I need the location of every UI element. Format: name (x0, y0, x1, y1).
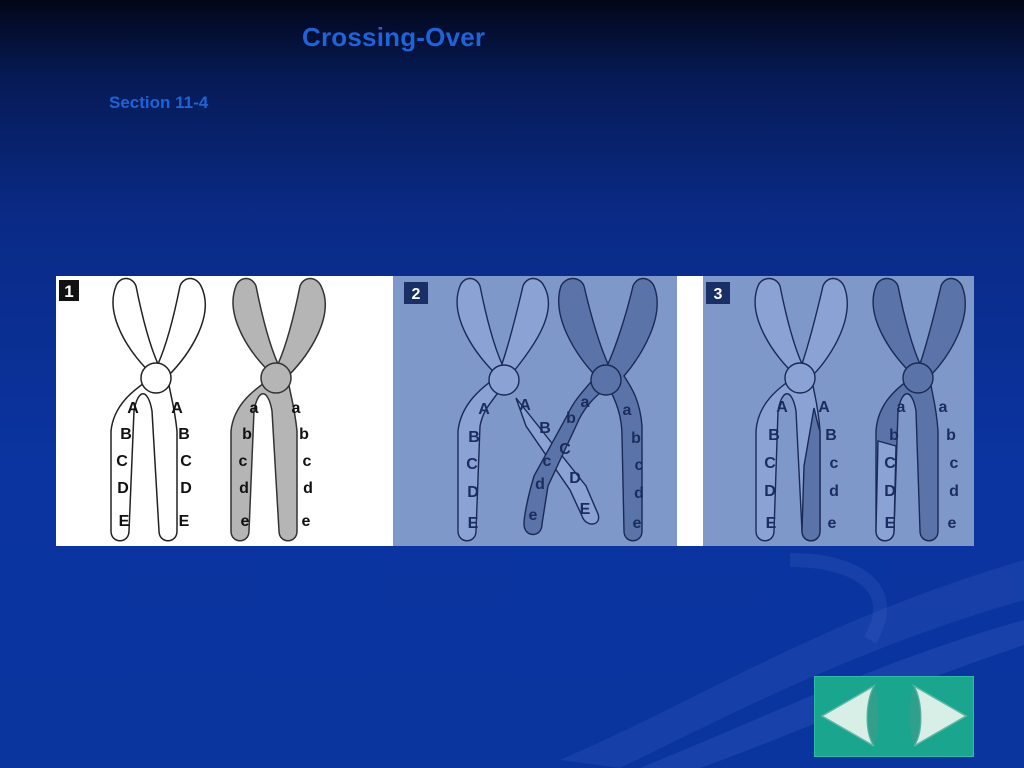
gene-label: b (566, 410, 576, 427)
gene-label: b (946, 427, 956, 444)
gene-label: E (765, 515, 777, 532)
gene-label: E (178, 513, 190, 530)
gene-label: E (884, 515, 896, 532)
gene-label: A (478, 401, 490, 418)
gene-label: B (468, 429, 480, 446)
gene-label: d (303, 480, 313, 497)
gene-label: E (467, 515, 479, 532)
gene-label: C (466, 456, 478, 473)
gene-label: b (242, 426, 252, 443)
gene-label: D (884, 483, 896, 500)
gene-label: B (825, 427, 837, 444)
gene-label: a (249, 400, 259, 417)
arrow-left-icon (814, 676, 894, 757)
gene-label: D (117, 480, 129, 497)
gene-label: C (180, 453, 192, 470)
gene-label: B (768, 427, 780, 444)
gene-label: a (622, 402, 632, 419)
panel-1 (56, 276, 393, 546)
gene-label: D (569, 470, 581, 487)
next-slide-button[interactable] (894, 676, 974, 757)
arrow-right-icon (894, 676, 974, 757)
gene-label: C (559, 441, 571, 458)
panel-3-number: 3 (713, 286, 723, 303)
gene-label: c (542, 453, 552, 470)
gene-label: C (884, 455, 896, 472)
gene-label: b (631, 430, 641, 447)
gene-label: A (519, 397, 531, 414)
crossing-over-diagram (56, 276, 974, 546)
gene-label: c (829, 455, 839, 472)
gene-label: b (889, 427, 899, 444)
gene-label: a (580, 394, 590, 411)
gene-label: e (827, 515, 837, 532)
gene-label: C (116, 453, 128, 470)
gene-label: e (528, 507, 538, 524)
gene-label: D (764, 483, 776, 500)
gene-label: c (634, 457, 644, 474)
gene-label: B (120, 426, 132, 443)
previous-slide-button[interactable] (814, 676, 894, 757)
panel-1-number: 1 (64, 282, 74, 301)
panel-3 (703, 276, 974, 546)
gene-label: C (764, 455, 776, 472)
section-label: Section 11-4 (109, 93, 209, 112)
gene-label: A (818, 399, 830, 416)
gene-label: A (171, 400, 183, 417)
gene-label: e (240, 513, 250, 530)
gene-label: c (949, 455, 959, 472)
slide-title: Crossing-Over (302, 22, 486, 52)
gene-label: D (467, 484, 479, 501)
gene-label: d (949, 483, 959, 500)
gene-label: b (299, 426, 309, 443)
gene-label: d (829, 483, 839, 500)
gene-label: D (180, 480, 192, 497)
gene-label: e (947, 515, 957, 532)
gene-label: c (238, 453, 248, 470)
gene-label: a (938, 399, 948, 416)
gene-label: B (539, 420, 551, 437)
gene-label: a (896, 399, 906, 416)
gene-label: e (632, 515, 642, 532)
gene-label: A (776, 399, 788, 416)
panel-divider (677, 276, 703, 546)
gene-label: A (127, 400, 139, 417)
gene-label: E (118, 513, 130, 530)
gene-label: a (291, 400, 301, 417)
gene-label: E (579, 501, 591, 518)
gene-label: d (535, 476, 545, 493)
gene-label: c (302, 453, 312, 470)
panel-2-number: 2 (411, 286, 421, 303)
slide-navigation (814, 676, 974, 757)
gene-label: d (239, 480, 249, 497)
gene-label: d (634, 485, 644, 502)
panel-2 (393, 276, 677, 546)
gene-label: B (178, 426, 190, 443)
gene-label: e (301, 513, 311, 530)
